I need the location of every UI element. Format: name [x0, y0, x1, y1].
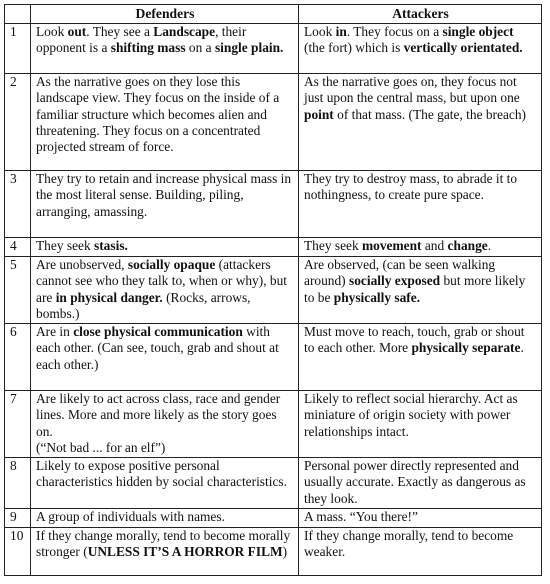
- cell-text: Likely to expose positive personal characteristics hidden by social characteristics.: [36, 458, 287, 490]
- table-row: [5, 171, 542, 238]
- emphasis-text: close physical communication: [73, 324, 243, 340]
- row-number: 3: [5, 171, 31, 238]
- defenders-cell: [31, 74, 299, 171]
- table-row: [5, 324, 542, 391]
- cell-text: (the fort) which is: [304, 40, 404, 56]
- table-row: [5, 391, 542, 458]
- defenders-cell: [31, 324, 299, 391]
- emphasis-text: shifting mass: [110, 40, 186, 56]
- emphasis-text: movement: [362, 238, 422, 254]
- table-row: [5, 257, 542, 324]
- cell-text: with each other. (Can see, touch, grab and shout at each other.): [36, 324, 279, 372]
- cell-text: Personal power directly represented and usually accurate. Exactly as dangerous as they look.: [304, 458, 526, 506]
- cell-text: Look: [304, 24, 336, 40]
- table-row: [5, 24, 542, 74]
- cell-text: Are likely to act across class, race and gender lines. More and more likely as the story goes on.: [36, 391, 281, 439]
- cell-text: (“Not bad ... for an elf”): [36, 439, 166, 455]
- row-number: 7: [5, 391, 31, 458]
- attackers-cell: [299, 24, 542, 74]
- emphasis-text: UNLESS IT’S A HORROR FILM: [87, 544, 283, 560]
- emphasis-text: out: [67, 24, 87, 40]
- cell-text: As the narrative goes on, they focus not just upon the central mass, but upon one: [304, 74, 520, 106]
- emphasis-text: physically separate: [411, 340, 521, 356]
- cell-text: on a: [185, 40, 215, 56]
- emphasis-text: physically safe.: [333, 289, 421, 305]
- emphasis-text: in physical danger.: [55, 289, 163, 305]
- attackers-cell: [299, 324, 542, 391]
- cell-text: A group of individuals with names.: [36, 508, 225, 524]
- row-number: 5: [5, 257, 31, 324]
- table-body: [5, 24, 542, 576]
- cell-text: They try to retain and increase physical mass in the most literal sense. Building, piling, arranging, amassing.: [36, 171, 292, 219]
- cell-text: (attackers cannot see who they talk to, when or why), but are: [36, 257, 288, 305]
- row-number: 10: [5, 527, 31, 575]
- header-attackers: Attackers: [299, 5, 542, 24]
- emphasis-text: Landscape: [153, 24, 216, 40]
- row-number: 1: [5, 24, 31, 74]
- attackers-cell: [299, 458, 542, 509]
- attackers-cell: [299, 257, 542, 324]
- table-row: [5, 527, 542, 575]
- cell-text: and: [421, 238, 448, 254]
- row-number: 8: [5, 458, 31, 509]
- defenders-attackers-table: [4, 4, 542, 576]
- cell-text: They seek: [36, 238, 95, 254]
- cell-text: Likely to reflect social hierarchy. Act as miniature of origin society with power relationships intact.: [304, 391, 518, 439]
- cell-text: of that mass. (The gate, the breach): [333, 106, 527, 122]
- attackers-cell: [299, 527, 542, 575]
- emphasis-text: vertically orientated.: [403, 40, 523, 56]
- cell-text: Are in: [36, 324, 74, 340]
- defenders-cell: [31, 238, 299, 257]
- cell-text: As the narrative goes on they lose this landscape view. They focus on the inside of a familiar structure which becomes alien and threatening. They focus on a concentrated projected stream of force.: [36, 74, 280, 155]
- table-row: [5, 458, 542, 509]
- attackers-cell: [299, 508, 542, 527]
- cell-text: A mass. “You there!”: [304, 508, 418, 524]
- defenders-cell: [31, 458, 299, 509]
- row-number: 2: [5, 74, 31, 171]
- defenders-cell: [31, 527, 299, 575]
- cell-text: .: [520, 340, 524, 356]
- table-row: [5, 238, 542, 257]
- cell-text: If they change morally, tend to become morally stronger (: [36, 527, 291, 560]
- row-number: 9: [5, 508, 31, 527]
- cell-text: Look: [36, 24, 68, 40]
- emphasis-text: point: [304, 106, 334, 122]
- cell-text: ): [282, 544, 288, 560]
- emphasis-text: in: [335, 24, 347, 40]
- emphasis-text: change: [447, 238, 488, 254]
- defenders-cell: [31, 391, 299, 458]
- cell-text: Must move to reach, touch, grab or shout to each other. More: [304, 324, 525, 356]
- header-number-cell: [5, 5, 31, 24]
- cell-text: .: [487, 238, 492, 254]
- emphasis-text: stasis.: [94, 238, 128, 254]
- emphasis-text: single object: [442, 24, 514, 40]
- attackers-cell: [299, 238, 542, 257]
- cell-text: Are unobserved,: [36, 257, 128, 273]
- defenders-cell: [31, 508, 299, 527]
- row-number: 6: [5, 324, 31, 391]
- attackers-cell: [299, 391, 542, 458]
- cell-text: They try to destroy mass, to abrade it to nothingness, to create pure space.: [304, 171, 518, 203]
- table-row: [5, 74, 542, 171]
- cell-text: . They focus on a: [346, 24, 443, 40]
- attackers-cell: [299, 171, 542, 238]
- cell-text: but more likely to be: [304, 273, 526, 305]
- header-defenders: Defenders: [31, 5, 299, 24]
- defenders-cell: [31, 171, 299, 238]
- cell-text: Are observed, (can be seen walking around): [304, 257, 496, 289]
- emphasis-text: single plain.: [214, 40, 284, 56]
- emphasis-text: socially exposed: [349, 273, 441, 289]
- emphasis-text: socially opaque: [127, 257, 216, 273]
- table-row: [5, 508, 542, 527]
- cell-text: They seek: [304, 238, 363, 254]
- table-header-row: [5, 5, 542, 24]
- attackers-cell: [299, 74, 542, 171]
- cell-text: (Rocks, arrows, bombs.): [36, 289, 251, 321]
- cell-text: . They see a: [86, 24, 154, 40]
- defenders-cell: [31, 257, 299, 324]
- cell-text: , their opponent is a: [36, 24, 247, 56]
- cell-text: If they change morally, tend to become weaker.: [304, 527, 514, 560]
- defenders-cell: [31, 24, 299, 74]
- row-number: 4: [5, 238, 31, 257]
